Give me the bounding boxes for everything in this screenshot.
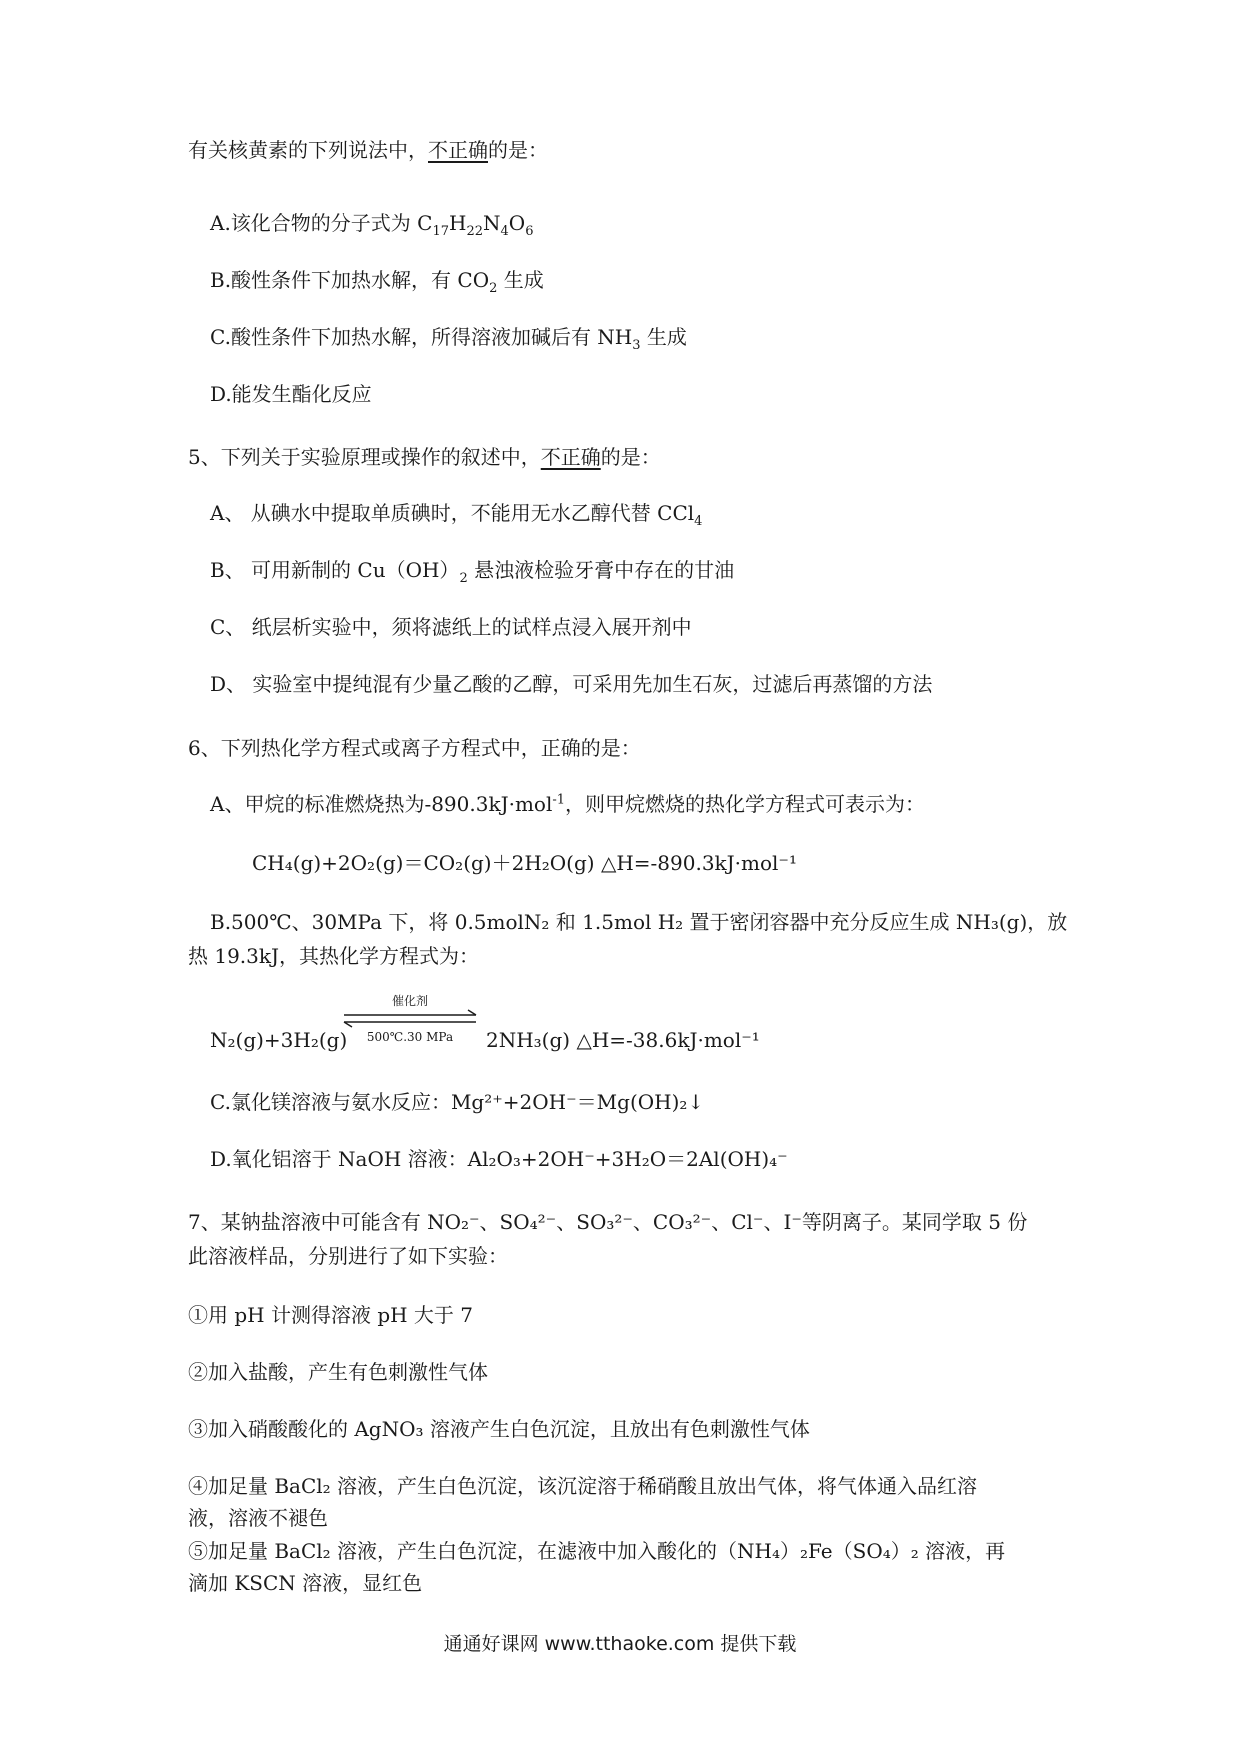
q4-stem-b: 的是： xyxy=(488,138,548,162)
q4-a-h: H xyxy=(449,211,467,235)
q4-a-n: N xyxy=(483,211,501,235)
q6-option-a-equation: CH₄(g)+2O₂(g)＝CO₂(g)＋2H₂O(g) △H=-890.3kJ·mol⁻¹ xyxy=(252,851,798,875)
q7-step-4-line1: ④加足量 BaCl₂ 溶液，产生白色沉淀，该沉淀溶于稀硝酸且放出气体，将气体通入品红溶 xyxy=(188,1474,978,1498)
q4-option-c xyxy=(210,324,687,353)
q7-step-5-line1: ⑤加足量 BaCl₂ 溶液，产生白色沉淀，在滤液中加入酸化的（NH₄）₂Fe（SO₄）₂ 溶液，再 xyxy=(188,1539,1006,1563)
q6-option-b-eq-left: N₂(g)+3H₂(g) xyxy=(210,1028,348,1052)
q4-b-sub: 2 xyxy=(489,281,498,296)
q5-option-b xyxy=(210,557,735,586)
q6-option-d: D.氧化铝溶于 NaOH 溶液：Al₂O₃+2OH⁻+3H₂O＝2Al(OH)₄⁻ xyxy=(210,1147,788,1171)
q7-step-5-line2: 滴加 KSCN 溶液，显红色 xyxy=(188,1571,423,1595)
q4-option-d: D.能发生酯化反应 xyxy=(210,382,372,406)
q7-step-3: ③加入硝酸酸化的 AgNO₃ 溶液产生白色沉淀，且放出有色刺激性气体 xyxy=(188,1417,810,1441)
q6-option-a xyxy=(210,791,925,817)
q6-option-b-line2: 热 19.3kJ，其热化学方程式为： xyxy=(188,944,480,968)
q7-step-2: ②加入盐酸，产生有色刺激性气体 xyxy=(188,1360,488,1384)
q4-stem-a: 有关核黄素的下列说法中， xyxy=(188,138,428,162)
q7-step-1: ①用 pH 计测得溶液 pH 大于 7 xyxy=(188,1303,473,1327)
q4-option-b xyxy=(210,267,544,296)
q4-a-o: O xyxy=(508,211,526,235)
q4-a-sub3: 4 xyxy=(500,224,509,239)
q5-option-b-text: B、 可用新制的 Cu（OH） xyxy=(210,558,460,582)
q4-option-c-tail: 生成 xyxy=(640,325,687,349)
q7-stem-line1: 7、某钠盐溶液中可能含有 NO₂⁻、SO₄²⁻、SO₃²⁻、CO₃²⁻、Cl⁻、I⁻等阴离子。某同学取 5 份 xyxy=(188,1210,1028,1234)
reversible-arrow xyxy=(340,994,480,1044)
q5-stem xyxy=(188,444,661,470)
q5-option-c: C、 纸层析实验中，须将滤纸上的试样点浸入展开剂中 xyxy=(210,615,692,639)
q4-a-sub1: 17 xyxy=(432,224,450,239)
q4-option-b-text: B.酸性条件下加热水解，有 CO xyxy=(210,268,490,292)
q6-a-sup: -1 xyxy=(552,792,566,808)
equilibrium-arrows-icon xyxy=(340,1009,480,1031)
q4-a-sub4: 6 xyxy=(525,224,534,239)
q4-option-c-text: C.酸性条件下加热水解，所得溶液加碱后有 NH xyxy=(210,325,633,349)
q4-option-b-tail: 生成 xyxy=(497,268,544,292)
q6-option-c: C.氯化镁溶液与氨水反应：Mg²⁺+2OH⁻＝Mg(OH)₂↓ xyxy=(210,1090,705,1114)
q4-option-a-text: A.该化合物的分子式为 C xyxy=(210,211,433,235)
q7-stem-line2: 此溶液样品，分别进行了如下实验： xyxy=(188,1244,508,1268)
catalyst-label: 催化剂 xyxy=(391,994,428,1008)
q5-option-d: D、 实验室中提纯混有少量乙酸的乙醇，可采用先加生石灰，过滤后再蒸馏的方法 xyxy=(210,672,933,696)
q4-stem xyxy=(188,137,548,163)
q4-stem-underlined: 不正确 xyxy=(428,138,488,162)
q4-a-sub2: 22 xyxy=(466,224,484,239)
q5-option-a xyxy=(210,500,703,529)
q5-stem-b: 的是： xyxy=(600,445,661,469)
q4-c-sub: 3 xyxy=(632,338,641,353)
q5-option-b-tail: 悬浊液检验牙膏中存在的甘油 xyxy=(467,558,735,582)
q5-a-sub: 4 xyxy=(694,514,703,529)
page-footer: 通通好课网 www.tthaoke.com 提供下载 xyxy=(443,1633,797,1655)
q6-option-a-tail: ，则甲烷燃烧的热化学方程式可表示为： xyxy=(565,792,926,816)
q5-b-sub: 2 xyxy=(459,571,468,586)
q6-option-b-line1: B.500℃、30MPa 下，将 0.5molN₂ 和 1.5mol H₂ 置于密闭容器中充分反应生成 NH₃(g)，放 xyxy=(210,910,1068,934)
q5-stem-a: 5、下列关于实验原理或操作的叙述中， xyxy=(188,445,541,469)
q7-step-4-line2: 液，溶液不褪色 xyxy=(188,1506,328,1530)
q6-option-b-eq-right: 2NH₃(g) △H=-38.6kJ·mol⁻¹ xyxy=(486,1028,760,1052)
q6-stem: 6、下列热化学方程式或离子方程式中，正确的是： xyxy=(188,736,641,760)
q5-option-a-text: A、 从碘水中提取单质碘时，不能用无水乙醇代替 CCl xyxy=(210,501,695,525)
condition-label: 500℃.30 MPa xyxy=(366,1030,454,1044)
q5-stem-underlined: 不正确 xyxy=(540,445,601,469)
q4-option-a xyxy=(210,210,534,239)
q6-option-a-text: A、甲烷的标准燃烧热为-890.3kJ·mol xyxy=(210,792,553,816)
